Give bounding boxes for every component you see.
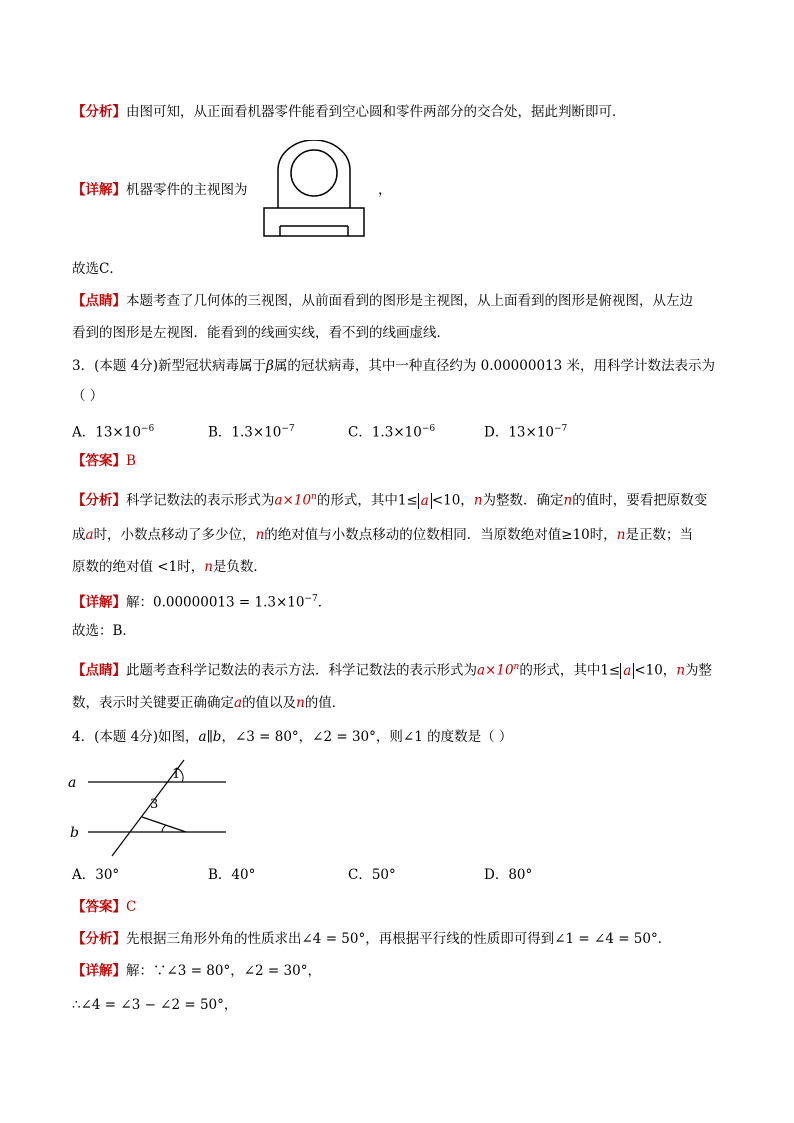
q3-n: n bbox=[676, 662, 686, 679]
q3-ax10n: a×10 bbox=[274, 492, 312, 509]
q3-ax10n: a×10 bbox=[477, 662, 514, 679]
q2-comment-line1 bbox=[72, 290, 693, 312]
q3-analysis-2c: 的绝对值与小数点移动的位数相同．当原数绝对值≥10时， bbox=[264, 527, 617, 543]
detail-tag: 【详解】 bbox=[72, 963, 126, 979]
fig-label-3: 3 bbox=[150, 797, 159, 812]
detail-tag: 【详解】 bbox=[72, 182, 126, 198]
q3-abs-a: a bbox=[418, 493, 432, 509]
q3-option-d-label: D． bbox=[484, 424, 509, 441]
q4-option-b bbox=[208, 864, 255, 886]
fig-label-1: 1 bbox=[172, 767, 181, 782]
q3-option-a-value: 13×10 bbox=[95, 424, 141, 441]
q4-answer: C bbox=[126, 899, 137, 915]
q4-option-d-label: D． bbox=[484, 867, 509, 883]
q3-analysis-2d: 是正数；当 bbox=[625, 527, 693, 543]
q3-beta: β bbox=[266, 358, 274, 374]
q3-analysis-2b: 时，小数点移动了多少位， bbox=[93, 527, 256, 543]
q3-comment-1a: 此题考查科学记数法的表示方法．科学记数法的表示形式为 bbox=[126, 662, 477, 679]
q3-option-b-exp: −7 bbox=[281, 424, 295, 434]
q3-analysis-3a: 原数的绝对值 <1时， bbox=[72, 559, 205, 575]
q2-comment-text1: 本题考查了几何体的三视图，从前面看到的图形是主视图，从上面看到的图形是俯视图，从左边 bbox=[126, 293, 693, 309]
answer-tag: 【答案】 bbox=[72, 899, 126, 915]
q2-analysis-text: 由图可知，从正面看机器零件能看到空心圆和零件两部分的交合处，据此判断即可． bbox=[126, 104, 626, 120]
q3-paren: （ ） bbox=[72, 388, 104, 404]
q3-analysis-line3 bbox=[72, 556, 267, 578]
q3-option-c bbox=[348, 418, 435, 444]
q3-option-d-exp: −7 bbox=[554, 424, 568, 434]
q3-comment-2a: 数，表示时关键要正确确定 bbox=[72, 695, 234, 711]
detail-tag: 【详解】 bbox=[72, 594, 126, 611]
q2-choose: 故选C． bbox=[72, 261, 123, 277]
q4-analysis: 先根据三角形外角的性质求出∠4 = 50°，再根据平行线的性质即可得到∠1 = ∠4 = 50°． bbox=[126, 931, 672, 947]
q3-option-a-label: A． bbox=[72, 424, 96, 441]
q4-option-d-value: 80° bbox=[508, 867, 533, 883]
q3-analysis-3b: 是负数． bbox=[212, 559, 267, 575]
q3-comment-1c: <10， bbox=[634, 662, 677, 679]
q4-option-a bbox=[72, 864, 119, 886]
analysis-tag: 【分析】 bbox=[72, 104, 126, 120]
q4-parallel: a∥b bbox=[198, 729, 222, 745]
q3-answer: B bbox=[126, 453, 136, 469]
analysis-tag: 【分析】 bbox=[72, 492, 126, 509]
q3-option-c-exp: −6 bbox=[421, 424, 436, 434]
q3-a: a bbox=[85, 527, 94, 543]
q4-option-b-label: B． bbox=[208, 867, 232, 883]
q3-analysis-1a: 科学记数法的表示形式为 bbox=[126, 492, 275, 509]
q4-detail-line bbox=[72, 960, 321, 982]
parallel-lines-diagram bbox=[66, 756, 236, 860]
q3-n: n bbox=[255, 527, 265, 543]
q3-detail-exp: −7 bbox=[304, 594, 318, 604]
q3-comment-1d: 为整 bbox=[685, 662, 713, 679]
q4-option-c bbox=[348, 864, 396, 886]
machine-part-front-view-diagram bbox=[258, 140, 376, 240]
q3-stem-a: 3．(本题 4分)新型冠状病毒属于 bbox=[72, 358, 267, 374]
q3-n: n bbox=[204, 559, 213, 575]
q3-analysis-1d: 为整数．确定 bbox=[482, 492, 564, 509]
q3-n-sup: n bbox=[311, 492, 317, 502]
q3-stem-line bbox=[72, 355, 715, 377]
q4-option-d bbox=[484, 864, 532, 886]
q3-detail: 解：0.00000013 = 1.3×10 bbox=[126, 594, 305, 611]
q3-option-d bbox=[484, 418, 567, 444]
q3-detail-line bbox=[72, 588, 331, 614]
q2-analysis-line bbox=[72, 101, 626, 123]
comment-tag: 【点睛】 bbox=[72, 662, 126, 679]
q3-n: n bbox=[473, 492, 483, 509]
comment-tag: 【点睛】 bbox=[72, 293, 126, 309]
analysis-tag: 【分析】 bbox=[72, 931, 126, 947]
q3-abs-a: a bbox=[620, 663, 634, 679]
q3-analysis-1b: 的形式，其中1≤ bbox=[316, 492, 418, 509]
q3-comment-line2 bbox=[72, 692, 345, 714]
q3-detail-end: ． bbox=[317, 594, 332, 611]
q3-option-b-label: B． bbox=[208, 424, 232, 441]
q3-option-d-value: 13×10 bbox=[508, 424, 554, 441]
q4-option-c-label: C． bbox=[348, 867, 372, 883]
q3-analysis-1e: 的值时，要看把原数变 bbox=[572, 492, 708, 509]
q3-comment-line1 bbox=[72, 656, 712, 682]
q3-comment-1b: 的形式，其中1≤ bbox=[519, 662, 621, 679]
q3-option-c-label: C． bbox=[348, 424, 372, 441]
q3-analysis-1c: <10， bbox=[431, 492, 474, 509]
q3-answer-line bbox=[72, 450, 136, 472]
q3-analysis-line2 bbox=[72, 524, 693, 546]
q3-analysis-line1 bbox=[72, 486, 707, 512]
q3-analysis-2a: 成 bbox=[72, 527, 86, 543]
q4-detail: 解：∵∠3 = 80°，∠2 = 30°， bbox=[126, 963, 321, 979]
answer-tag: 【答案】 bbox=[72, 453, 126, 469]
q4-option-c-value: 50° bbox=[371, 867, 396, 883]
fig-label-a: a bbox=[68, 775, 77, 791]
fig-label-b: b bbox=[70, 825, 79, 841]
q3-option-c-value: 1.3×10 bbox=[371, 424, 422, 441]
q3-a: a bbox=[234, 695, 243, 711]
q2-detail-line bbox=[72, 179, 248, 201]
q3-comment-2c: 的值． bbox=[304, 695, 346, 711]
q3-stem-b: 属的冠状病毒，其中一种直径约为 0.00000013 米，用科学计数法表示为 bbox=[273, 358, 716, 374]
q3-option-b bbox=[208, 418, 295, 444]
q3-option-a-exp: −6 bbox=[140, 424, 155, 434]
q4-therefore: ∴∠4 = ∠3 − ∠2 = 50°， bbox=[72, 997, 238, 1013]
q4-stem-line bbox=[72, 726, 512, 748]
q4-analysis-line bbox=[72, 928, 671, 950]
q2-detail-prefix: 机器零件的主视图为 bbox=[126, 182, 248, 198]
q3-n-sup: n bbox=[513, 662, 520, 672]
q3-comment-2b: 的值以及 bbox=[242, 695, 297, 711]
q4-option-a-label: A． bbox=[72, 867, 96, 883]
q4-answer-line bbox=[72, 896, 136, 918]
q3-n: n bbox=[296, 695, 305, 711]
q4-option-b-value: 40° bbox=[231, 867, 256, 883]
q3-option-a bbox=[72, 418, 154, 444]
q4-stem-b: ，∠3 = 80°，∠2 = 30°，则∠1 的度数是（ ） bbox=[221, 729, 513, 745]
q3-n: n bbox=[616, 527, 626, 543]
q4-stem-a: 4．(本题 4分)如图， bbox=[72, 729, 199, 745]
q4-option-a-value: 30° bbox=[95, 867, 120, 883]
q3-choose: 故选：B． bbox=[72, 623, 136, 639]
q2-comment-line2: 看到的图形是左视图．能看到的线画实线，看不到的线画虚线． bbox=[72, 325, 450, 341]
q2-detail-suffix: ， bbox=[378, 182, 392, 198]
q3-n: n bbox=[563, 492, 573, 509]
q3-option-b-value: 1.3×10 bbox=[231, 424, 282, 441]
